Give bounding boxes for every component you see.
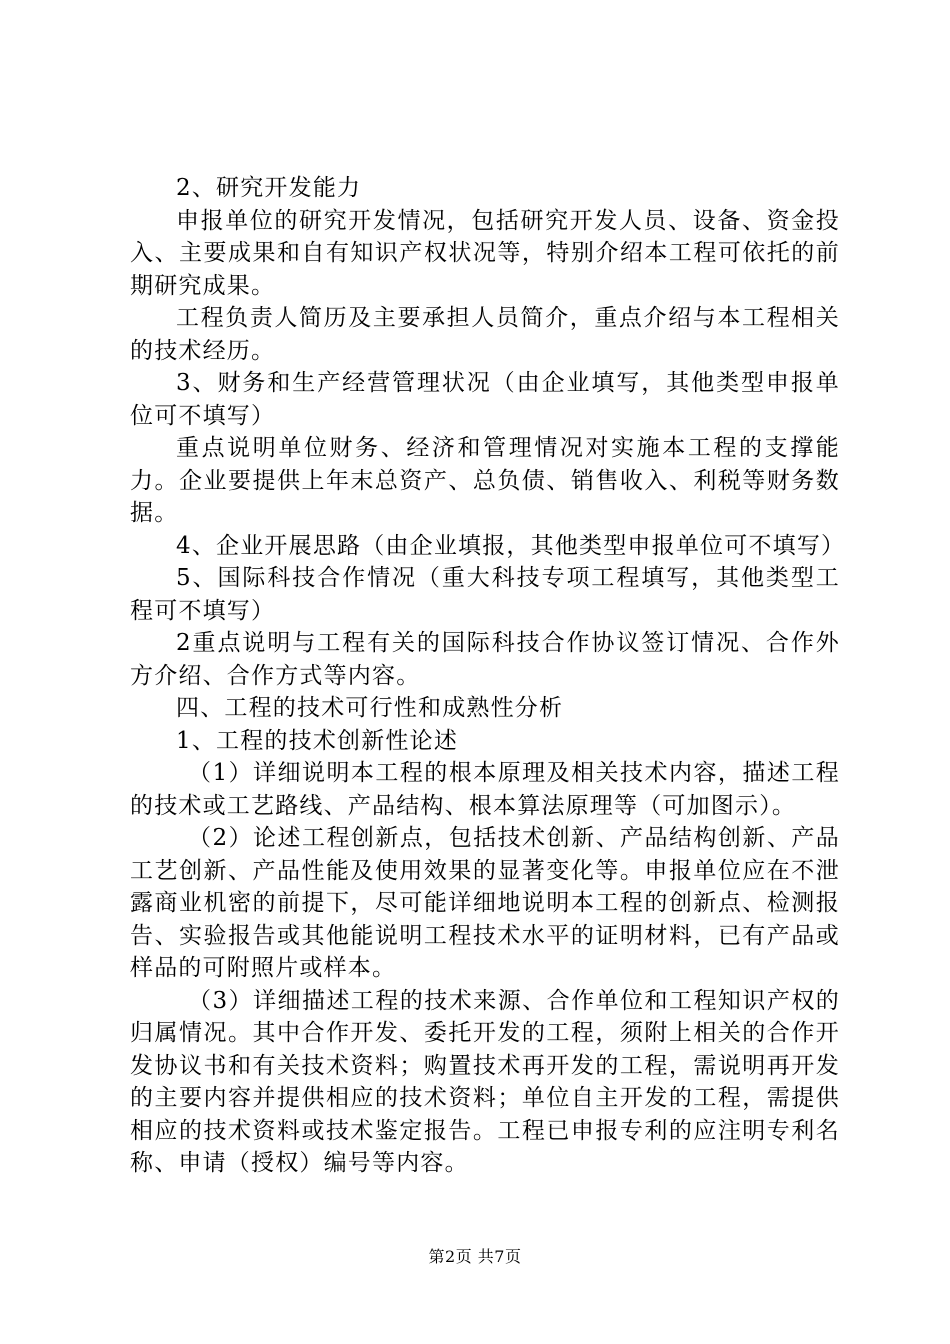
paragraph-item-3: （3）详细描述工程的技术来源、合作单位和工程知识产权的归属情况。其中合作开发、委托开发的工程，须附上相关的合作开发协议书和有关技术资料；购置技术再开发的工程，需说明再开发的主要内容并提供相应的技术资料；单位自主开发的工程，需提供相应的技术资料或技术鉴定报告。工程已申报专利的应注明专利名称、申请（授权）编号等内容。: [130, 987, 840, 1176]
paragraph-heading-intl-cooperation: 5、国际科技合作情况（重大科技专项工程填写，其他类型工程可不填写）: [130, 565, 840, 624]
paragraph-rd-situation: 申报单位的研究开发情况，包括研究开发人员、设备、资金投入、主要成果和自有知识产权状况等，特别介绍本工程可依托的前期研究成果。: [130, 207, 840, 299]
paragraph-heading-finance: 3、财务和生产经营管理状况（由企业填写，其他类型申报单位可不填写）: [130, 370, 840, 429]
paragraph-intl-cooperation-details: 2重点说明与工程有关的国际科技合作协议签订情况、合作外方介绍、合作方式等内容。: [130, 630, 840, 689]
paragraph-heading-innovation: 1、工程的技术创新性论述: [176, 727, 459, 754]
document-body: [130, 172, 846, 1180]
paragraph-finance-details: 重点说明单位财务、经济和管理情况对实施本工程的支撑能力。企业要提供上年末总资产、总负债、销售收入、利税等财务数据。: [130, 435, 840, 526]
page-number-footer: 第2页 共7页: [428, 1247, 522, 1266]
paragraph-heading-enterprise-plan: 4、企业开展思路（由企业填报，其他类型申报单位可不填写）: [176, 532, 846, 559]
paragraph-heading-section-four: 四、工程的技术可行性和成熟性分析: [176, 695, 564, 721]
paragraph-item-2: （2）论述工程创新点，包括技术创新、产品结构创新、产品工艺创新、产品性能及使用效果的显著变化等。申报单位应在不泄露商业机密的前提下，尽可能详细地说明本工程的创新点、检测报告、实验报告或其他能说明工程技术水平的证明材料，已有产品或样品的可附照片或样本。: [130, 825, 840, 981]
paragraph-heading-rd-capability: 2、研究开发能力: [176, 175, 362, 201]
paragraph-item-1: （1）详细说明本工程的根本原理及相关技术内容，描述工程的技术或工艺路线、产品结构、根本算法原理等（可加图示）。: [130, 760, 840, 819]
paragraph-project-leader: 工程负责人简历及主要承担人员简介，重点介绍与本工程相关的技术经历。: [130, 305, 840, 364]
